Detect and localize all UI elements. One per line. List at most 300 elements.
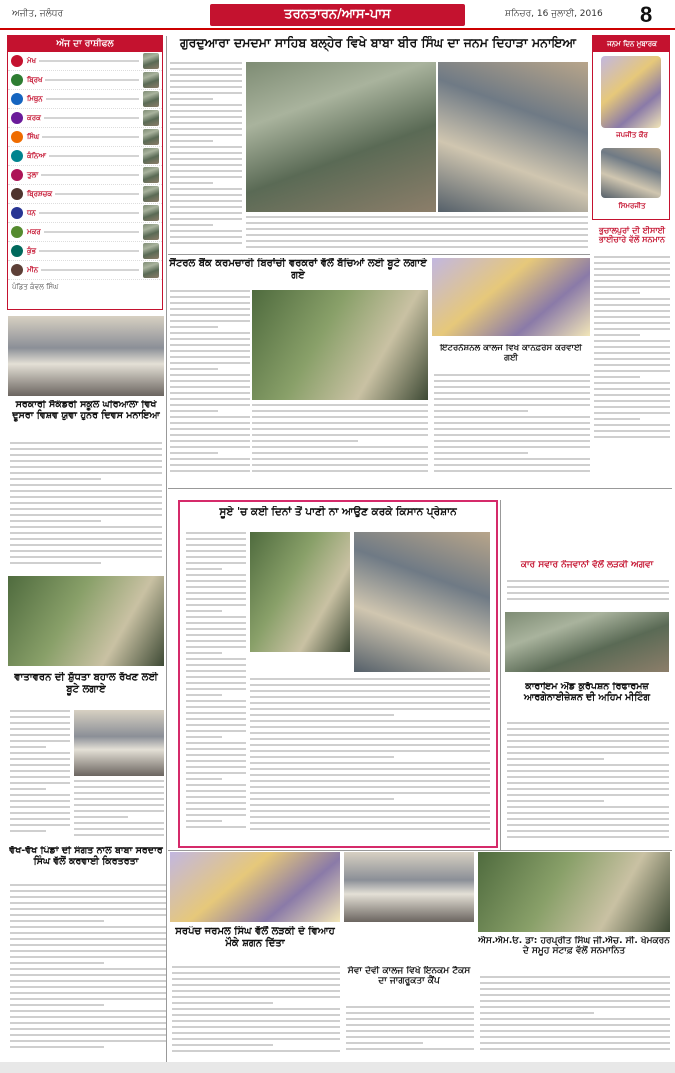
text-line	[250, 702, 490, 704]
text-line	[170, 296, 250, 298]
text-line	[10, 776, 70, 778]
text-line	[507, 746, 669, 748]
right-story-text	[594, 256, 670, 446]
text-line	[246, 234, 588, 236]
text-line	[246, 222, 588, 224]
environment-photo	[74, 710, 164, 776]
row-rule-3	[168, 850, 672, 851]
text-line	[480, 1006, 670, 1008]
text-line	[186, 670, 246, 672]
zodiac-sign: ਕੁੰਭ	[27, 246, 37, 255]
text-line	[10, 812, 70, 814]
column-rule-1	[166, 36, 167, 1066]
text-line	[170, 302, 250, 304]
text-line	[10, 550, 162, 552]
text-line	[10, 992, 166, 994]
text-line	[170, 86, 242, 88]
text-line	[594, 256, 670, 258]
story-bank-headline: ਸੈਂਟਰਲ ਬੈਂਕ ਕਰਮਚਾਰੀ ਬਿਰਾਂਚੀ ਵਰਕਰਾਂ ਵੱਲੋਂ ਬੱਚਿਆਂ ਲਈ ਬੂਟੇ ਲਗਾਏ ਗਏ	[169, 258, 427, 281]
text-line	[172, 990, 340, 992]
text-line	[594, 382, 670, 384]
text-line	[186, 598, 246, 600]
horoscope-text	[49, 155, 139, 157]
text-line	[10, 1028, 166, 1030]
text-line	[507, 776, 669, 778]
text-line	[10, 1040, 166, 1042]
text-line	[74, 792, 164, 794]
text-line	[186, 766, 246, 768]
text-line	[170, 344, 250, 346]
text-line	[172, 1026, 340, 1028]
text-line	[434, 434, 590, 436]
text-line	[170, 440, 250, 442]
row-rule-2	[168, 488, 672, 489]
org-headline: ਕਾਰਾਇਮ ਐਂਡ ਕੁਰੱਪਸ਼ਨ ਰਿਫਾਰਮਜ਼ ਆਰਗੇਨਾਈਜ਼ੇਸ਼ਨ ਦੀ ਅਹਿਮ ਮੀਟਿੰਗ	[523, 682, 651, 703]
text-line	[170, 98, 213, 100]
text-line	[74, 816, 128, 818]
text-line	[507, 824, 669, 826]
zodiac-icon	[11, 55, 23, 67]
horoscope-box	[7, 35, 163, 310]
text-line	[186, 772, 246, 774]
text-line	[246, 216, 588, 218]
text-line	[434, 458, 590, 460]
text-line	[170, 242, 242, 244]
text-line	[10, 1016, 166, 1018]
horoscope-row	[8, 223, 162, 242]
text-line	[10, 974, 166, 976]
text-line	[170, 320, 250, 322]
text-line	[594, 364, 670, 366]
text-line	[594, 334, 640, 336]
text-line	[594, 358, 670, 360]
text-line	[10, 944, 166, 946]
text-line	[186, 706, 246, 708]
text-line	[434, 380, 590, 382]
date-label: ਸ਼ਨਿਚਰ, 16 ਜੁਲਾਈ, 2016	[505, 9, 603, 19]
text-line	[594, 328, 670, 330]
text-line	[10, 496, 162, 498]
zodiac-sign: ਤੁਲਾ	[27, 170, 39, 179]
text-line	[250, 744, 490, 746]
smo-headline: ਐਸ.ਐਮ.ਓ. ਡਾ: ਹਰਪ੍ਰੀਤ ਸਿੰਘ ਜੀ.ਐਚ. ਸੀ. ਖੇਮਕਰਨ ਦੇ ਸਮੂਹ ਸਟਾਫ਼ ਵੱਲੋਂ ਸਨਮਾਨਿਤ	[478, 936, 670, 957]
text-line	[170, 158, 242, 160]
text-line	[74, 798, 164, 800]
text-line	[186, 622, 246, 624]
school-headline: ਸਰਕਾਰੀ ਸੈਕੰਡਰੀ ਸਕੂਲ ਘਰਿਆਲਾ ਵਿਖੇ ਦੂਸਰਾ ਵਿਸ਼ਵ ਯੁਵਾ ਹੁਨਰ ਦਿਵਸ ਮਨਾਇਆ	[12, 400, 160, 421]
text-line	[594, 268, 670, 270]
text-line	[346, 1048, 474, 1050]
text-line	[507, 794, 669, 796]
text-line	[186, 628, 246, 630]
horoscope-row	[8, 128, 162, 147]
zodiac-sign: ਮੇਖ	[27, 56, 37, 65]
text-line	[507, 580, 669, 582]
text-line	[480, 1012, 594, 1014]
text-line	[170, 392, 250, 394]
text-line	[186, 808, 246, 810]
text-line	[434, 398, 590, 400]
sarpanch-photo	[170, 852, 340, 922]
text-line	[170, 434, 250, 436]
horoscope-text	[41, 269, 139, 271]
text-line	[186, 694, 222, 696]
farmers-box	[178, 500, 498, 848]
zodiac-figure-icon	[143, 167, 159, 183]
text-line	[10, 484, 162, 486]
text-line	[480, 1030, 670, 1032]
zodiac-icon	[11, 74, 23, 86]
text-line	[10, 938, 166, 940]
text-line	[10, 956, 166, 958]
text-line	[480, 1018, 670, 1020]
text-line	[246, 246, 588, 248]
text-line	[170, 140, 213, 142]
birthday-name-2: ਸਿਮਰਜੀਤ	[618, 202, 646, 210]
college-photo	[344, 852, 474, 922]
text-line	[74, 786, 164, 788]
horoscope-text	[46, 98, 139, 100]
text-line	[434, 386, 590, 388]
text-line	[507, 598, 669, 600]
text-line	[594, 376, 640, 378]
text-line	[186, 814, 246, 816]
horoscope-text	[55, 193, 139, 195]
text-line	[10, 1004, 104, 1006]
text-line	[170, 362, 250, 364]
text-line	[172, 1014, 340, 1016]
horoscope-row	[8, 185, 162, 204]
text-line	[10, 502, 162, 504]
text-line	[170, 404, 250, 406]
text-line	[186, 700, 246, 702]
text-line	[10, 1010, 166, 1012]
text-line	[170, 146, 242, 148]
horoscope-row	[8, 166, 162, 185]
text-line	[507, 806, 669, 808]
text-line	[10, 442, 162, 444]
text-line	[10, 896, 166, 898]
text-line	[74, 804, 164, 806]
horoscope-text	[44, 117, 139, 119]
text-line	[10, 926, 166, 928]
text-line	[480, 1024, 670, 1026]
text-line	[172, 984, 340, 986]
text-line	[170, 422, 250, 424]
zodiac-icon	[11, 207, 23, 219]
text-line	[507, 758, 604, 760]
text-line	[10, 884, 166, 886]
text-line	[186, 784, 246, 786]
text-line	[170, 458, 250, 460]
text-line	[250, 738, 490, 740]
text-line	[10, 950, 166, 952]
abduction-headline: ਕਾਰ ਸਵਾਰ ਨੌਜਵਾਨਾਂ ਵੱਲੋਂ ਲੜਕੀ ਅਗਵਾ	[520, 560, 654, 570]
zodiac-icon	[11, 188, 23, 200]
text-line	[250, 684, 490, 686]
text-line	[10, 1022, 166, 1024]
horoscope-text	[41, 174, 139, 176]
zodiac-figure-icon	[143, 186, 159, 202]
text-line	[480, 988, 670, 990]
text-line	[594, 292, 640, 294]
zodiac-figure-icon	[143, 205, 159, 221]
text-line	[250, 768, 490, 770]
text-line	[170, 74, 242, 76]
text-line	[10, 716, 70, 718]
zodiac-sign: ਬ੍ਰਿਖ	[27, 75, 43, 84]
text-line	[10, 466, 162, 468]
text-line	[170, 350, 250, 352]
text-line	[250, 726, 490, 728]
text-line	[170, 164, 242, 166]
page-footer	[0, 1062, 675, 1073]
conference-text	[434, 374, 590, 480]
text-line	[170, 128, 242, 130]
birthday-title: ਜਨਮ ਦਿਨ ਮੁਬਾਰਕ	[593, 36, 670, 52]
text-line	[252, 446, 428, 448]
horoscope-row	[8, 90, 162, 109]
text-line	[186, 826, 246, 828]
text-line	[10, 920, 104, 922]
conference-headline: ਇੰਟਰਨੈਸ਼ਨਲ ਕਾਲਜ ਵਿਖੇ ਕਾਨਫ਼ਰੰਸ ਕਰਵਾਈ ਗਈ	[440, 344, 582, 363]
text-line	[250, 720, 490, 722]
birthday-box	[592, 35, 670, 220]
text-line	[252, 464, 428, 466]
text-line	[507, 734, 669, 736]
sarpanch-headline: ਸਰਪੰਚ ਜਰਮਲ ਸਿੰਘ ਵੱਲੋਂ ਲੜਕੀ ਦੇ ਵਿਆਹ ਮੌਕੇ ਸ਼ਗਨ ਦਿੱਤਾ	[175, 926, 335, 949]
text-line	[10, 968, 166, 970]
text-line	[10, 734, 70, 736]
zodiac-sign: ਬ੍ਰਿਸ਼ਚਕ	[27, 189, 53, 198]
text-line	[170, 176, 242, 178]
environment-text	[10, 710, 70, 840]
environment-headline: ਵਾਤਾਵਰਨ ਦੀ ਸ਼ੁੱਧਤਾ ਬਹਾਲ ਰੱਖਣ ਲਈ ਬੂਟੇ ਲਗਾਏ	[14, 672, 158, 695]
text-line	[434, 422, 590, 424]
text-line	[10, 460, 162, 462]
zodiac-figure-icon	[143, 243, 159, 259]
text-line	[594, 406, 670, 408]
text-line	[10, 770, 70, 772]
text-line	[594, 412, 670, 414]
text-line	[594, 370, 670, 372]
text-line	[186, 712, 246, 714]
text-line	[507, 740, 669, 742]
text-line	[170, 446, 250, 448]
text-line	[10, 782, 70, 784]
zodiac-figure-icon	[143, 148, 159, 164]
text-line	[170, 380, 250, 382]
text-line	[186, 538, 246, 540]
right-story-headline: ਭੁਚਾਲਪੁਰਾਂ ਦੀ ਈਸਾਈ ਭਾਈਚਾਰੇ ਵੱਲੋਂ ਸਨਮਾਨ	[598, 226, 666, 245]
lead-caption	[246, 216, 588, 252]
text-line	[507, 764, 669, 766]
text-line	[172, 1020, 340, 1022]
text-line	[172, 972, 340, 974]
text-line	[186, 658, 246, 660]
text-line	[186, 760, 246, 762]
smo-photo	[478, 852, 670, 932]
lead-photo	[246, 62, 436, 212]
text-line	[346, 1030, 474, 1032]
text-line	[170, 428, 250, 430]
text-line	[434, 470, 590, 472]
text-line	[172, 1002, 273, 1004]
horoscope-row	[8, 147, 162, 166]
text-line	[434, 410, 528, 412]
text-line	[507, 770, 669, 772]
text-line	[252, 404, 428, 406]
text-line	[250, 690, 490, 692]
text-line	[186, 736, 222, 738]
text-line	[186, 778, 222, 780]
text-line	[186, 562, 246, 564]
text-line	[10, 908, 166, 910]
text-line	[594, 418, 640, 420]
text-line	[507, 586, 669, 588]
text-line	[346, 1006, 474, 1008]
text-line	[10, 962, 104, 964]
text-line	[170, 332, 250, 334]
text-line	[434, 464, 590, 466]
text-line	[594, 262, 670, 264]
text-line	[10, 764, 70, 766]
text-line	[170, 236, 242, 238]
text-line	[250, 828, 490, 830]
text-line	[507, 788, 669, 790]
text-line	[250, 792, 490, 794]
text-line	[10, 448, 162, 450]
text-line	[170, 182, 213, 184]
text-line	[10, 532, 162, 534]
zodiac-icon	[11, 245, 23, 257]
text-line	[186, 592, 246, 594]
horoscope-text	[39, 212, 139, 214]
text-line	[507, 800, 604, 802]
text-line	[170, 68, 242, 70]
text-line	[250, 804, 490, 806]
text-line	[170, 206, 242, 208]
text-line	[10, 1046, 104, 1048]
text-line	[186, 664, 246, 666]
text-line	[10, 806, 70, 808]
text-line	[186, 568, 222, 570]
text-line	[186, 616, 246, 618]
text-line	[346, 1042, 423, 1044]
text-line	[10, 556, 162, 558]
text-line	[594, 316, 670, 318]
text-line	[252, 470, 428, 472]
text-line	[186, 604, 246, 606]
text-line	[170, 212, 242, 214]
zodiac-sign: ਧਨ	[27, 208, 36, 217]
horoscope-text	[39, 60, 139, 62]
smo-text	[480, 976, 670, 1056]
horoscope-text	[44, 231, 139, 233]
text-line	[480, 1048, 670, 1050]
text-line	[186, 532, 246, 534]
text-line	[10, 514, 162, 516]
text-line	[186, 676, 246, 678]
text-line	[170, 122, 242, 124]
zodiac-icon	[11, 264, 23, 276]
text-line	[10, 490, 162, 492]
text-line	[170, 116, 242, 118]
section-title: ਤਰਨਤਾਰਨ/ਆਸ-ਪਾਸ	[210, 4, 465, 26]
text-line	[480, 976, 670, 978]
text-line	[10, 980, 166, 982]
text-line	[186, 556, 246, 558]
text-line	[246, 228, 588, 230]
text-line	[250, 696, 490, 698]
text-line	[10, 728, 70, 730]
text-line	[186, 748, 246, 750]
horoscope-text	[39, 250, 139, 252]
text-line	[434, 446, 590, 448]
text-line	[594, 436, 670, 438]
story-bank-text	[170, 290, 250, 480]
page-number: 8	[640, 2, 653, 27]
text-line	[186, 550, 246, 552]
text-line	[250, 816, 490, 818]
text-line	[480, 1042, 670, 1044]
text-line	[252, 434, 428, 436]
text-line	[250, 810, 490, 812]
text-line	[594, 274, 670, 276]
text-line	[10, 562, 101, 564]
column-rule-2	[500, 500, 501, 850]
text-line	[74, 834, 164, 836]
text-line	[170, 368, 218, 370]
text-line	[594, 340, 670, 342]
zodiac-figure-icon	[143, 53, 159, 69]
text-line	[186, 610, 222, 612]
text-line	[10, 830, 46, 832]
text-line	[170, 92, 242, 94]
text-line	[186, 742, 246, 744]
farmers-headline: ਸੂਏ 'ਚ ਕਈ ਦਿਨਾਂ ਤੋਂ ਪਾਣੀ ਨਾ ਆਉਣ ਕਰਕੇ ਕਿਸਾਨ ਪ੍ਰੇਸ਼ਾਨ	[219, 506, 457, 518]
zodiac-sign: ਕਰਕ	[27, 113, 41, 122]
text-line	[186, 580, 246, 582]
text-line	[172, 1044, 273, 1046]
text-line	[480, 982, 670, 984]
text-line	[170, 398, 250, 400]
text-line	[346, 1036, 474, 1038]
text-line	[170, 200, 242, 202]
text-line	[172, 978, 340, 980]
text-line	[594, 298, 670, 300]
text-line	[10, 998, 166, 1000]
text-line	[10, 890, 166, 892]
text-line	[10, 508, 162, 510]
zodiac-sign: ਕੰਨਿਆ	[27, 151, 47, 160]
zodiac-icon	[11, 112, 23, 124]
text-line	[434, 392, 590, 394]
text-line	[480, 994, 670, 996]
horoscope-row	[8, 52, 162, 71]
text-line	[250, 756, 394, 758]
text-line	[250, 798, 394, 800]
text-line	[10, 740, 70, 742]
text-line	[10, 722, 70, 724]
text-line	[170, 230, 242, 232]
text-line	[172, 996, 340, 998]
text-line	[170, 80, 242, 82]
text-line	[594, 400, 670, 402]
text-line	[186, 640, 246, 642]
text-line	[170, 410, 218, 412]
text-line	[186, 574, 246, 576]
